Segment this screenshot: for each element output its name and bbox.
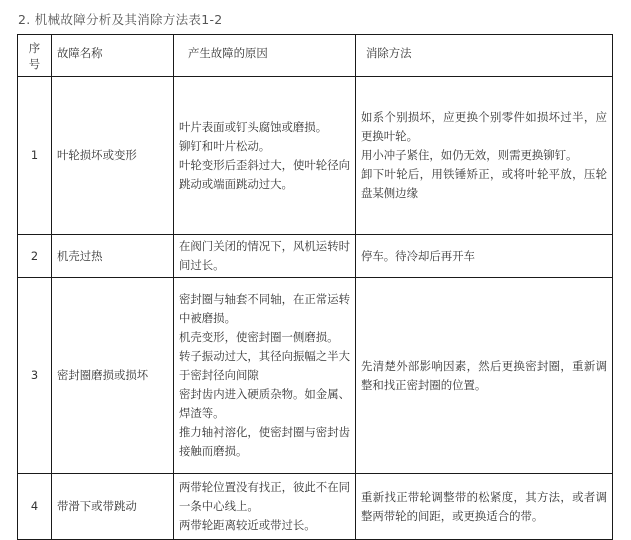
fault-name: 带滑下或带跳动	[52, 474, 174, 540]
fault-cause-cell	[174, 235, 356, 278]
header-serial-line-1: 序	[28, 40, 41, 55]
header-fault-name: 故障名称	[52, 35, 174, 77]
remedy-line: 卸下叶轮后，用铁锤矫正，或将叶轮平放，压轮盘某侧边缘	[361, 167, 607, 200]
row-number: 4	[18, 474, 52, 540]
fault-analysis-table	[17, 34, 613, 540]
table-row	[18, 278, 613, 474]
table-row	[18, 235, 613, 278]
fault-cause-cell	[174, 474, 356, 540]
remedy-line: 停车。待冷却后再开车	[361, 248, 475, 263]
table-caption: 2. 机械故障分析及其消除方法表1-2	[18, 12, 223, 27]
fault-name: 密封圈磨损或损坏	[52, 278, 174, 474]
remedy-cell	[356, 235, 613, 278]
remedy-line: 先清楚外部影响因素，然后更换密封圈，重新调整和找正密封圈的位置。	[361, 358, 607, 392]
fault-name: 叶轮损坏或变形	[52, 77, 174, 235]
fault-name: 机壳过热	[52, 235, 174, 278]
cause-line: 叶片表面或钉头腐蚀或磨损。	[179, 119, 328, 134]
header-fault-cause: 产生故障的原因	[174, 35, 356, 77]
cause-line: 推力轴衬溶化，使密封圈与密封齿接触而磨损。	[179, 425, 350, 458]
header-remedy: 消除方法	[356, 35, 613, 77]
cause-line: 铆钉和叶片松动。	[179, 138, 271, 153]
header-serial-number	[18, 35, 52, 77]
remedy-line: 重新找正带轮调整带的松紧度，其方法，或者调整两带轮的间距，或更换适合的带。	[361, 489, 607, 523]
table-row	[18, 474, 613, 540]
cause-line: 密封圈与轴套不同轴，在正常运转中被磨损。	[179, 292, 350, 325]
remedy-line: 如系个别损坏，应更换个别零件如损坏过半，应更换叶轮。	[361, 110, 607, 143]
remedy-line: 用小冲子紧住，如仍无效，则需更换铆钉。	[361, 148, 578, 162]
table-header-row	[18, 35, 613, 77]
table-row	[18, 77, 613, 235]
cause-line: 转子振动过大，其径向振幅之半大于密封径向间隙	[179, 349, 350, 382]
cause-line: 两带轮距离较近或带过长。	[179, 518, 316, 532]
remedy-cell	[356, 474, 613, 540]
remedy-cell	[356, 278, 613, 474]
cause-line: 在阀门关闭的情况下，风机运转时间过长。	[179, 239, 350, 272]
fault-cause-cell	[174, 278, 356, 474]
header-serial-line-2: 号	[28, 56, 41, 71]
fault-cause-cell	[174, 77, 356, 235]
cause-line: 密封齿内进入硬质杂物。如金属、焊渣等。	[179, 387, 350, 420]
row-number: 3	[18, 278, 52, 474]
cause-line: 两带轮位置没有找正，彼此不在同一条中心线上。	[179, 480, 350, 513]
cause-line: 机壳变形，使密封圈一侧磨损。	[179, 330, 339, 344]
cause-line: 叶轮变形后歪斜过大，使叶轮径向跳动或端面跳动过大。	[179, 157, 350, 191]
row-number: 1	[18, 77, 52, 235]
remedy-cell	[356, 77, 613, 235]
row-number: 2	[18, 235, 52, 278]
